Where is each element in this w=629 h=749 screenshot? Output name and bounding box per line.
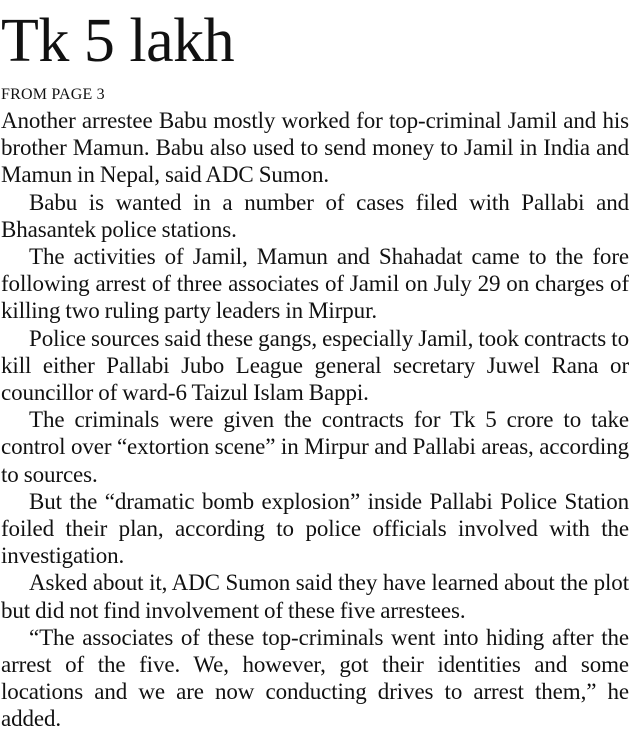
headline: Tk 5 lakh [1, 7, 235, 75]
continuation-label: FROM PAGE 3 [1, 86, 105, 103]
article-paragraph: Asked about it, ADC Sumon said they have learned about the plot but did not find involvement of these five arrestees. [1, 570, 629, 623]
article-paragraph: Police sources said these gangs, especially Jamil, took contracts to kill either Pallabi Jubo League general secretary Juwel Rana or councillor of ward-6 Taizul Islam Bappi. [1, 325, 629, 406]
article-paragraph: The activities of Jamil, Mamun and Shahadat came to the fore following arrest of three associates of Jamil on July 29 on charges of killing two ruling party leaders in Mirpur. [1, 244, 629, 324]
article-paragraph: “The associates of these top-criminals went into hiding after the arrest of the five. We, however, got their identities and some locations and we are now conducting drives to arrest them,” he added. [1, 624, 629, 732]
article-paragraph: The criminals were given the contracts for Tk 5 crore to take control over “extortion scene” in Mirpur and Pallabi areas, according to sources. [1, 407, 629, 487]
article-paragraph: Another arrestee Babu mostly worked for top-criminal Jamil and his brother Mamun. Babu also used to send money to Jamil in India and Mamun in Nepal, said ADC Sumon. [1, 108, 629, 188]
article-body [1, 107, 629, 733]
article-paragraph: But the “dramatic bomb explosion” inside Pallabi Police Station foiled their plan, according to police officials involved with the investigation. [1, 488, 629, 569]
article-paragraph: Babu is wanted in a number of cases filed with Pallabi and Bhasantek police stations. [1, 189, 629, 242]
